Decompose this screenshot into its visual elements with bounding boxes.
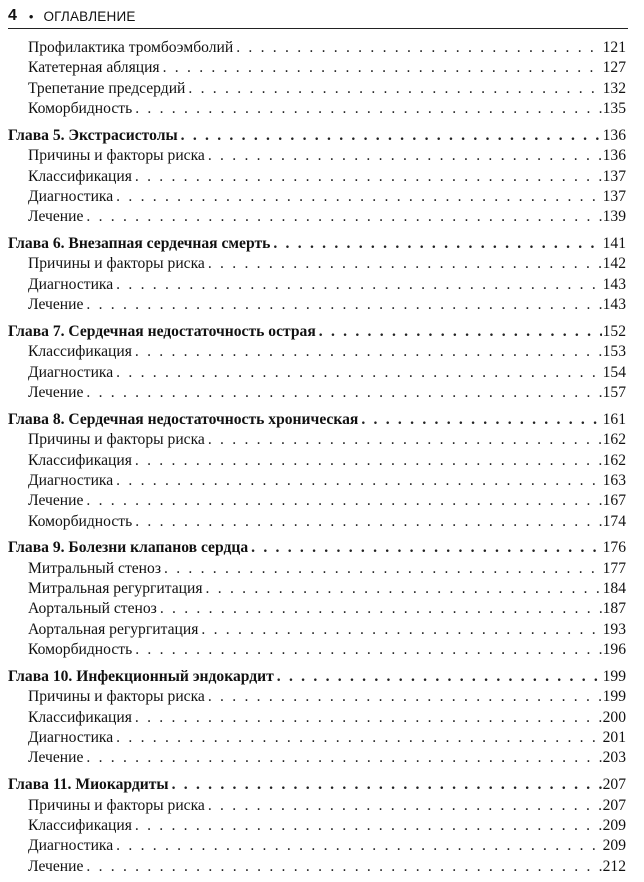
toc-entry-page: 163	[602, 471, 626, 489]
toc-entry-page: 177	[602, 559, 626, 577]
dot-leader	[208, 687, 602, 707]
toc-entry-label: Диагностика	[28, 471, 114, 489]
toc-entry-page: 139	[602, 208, 626, 226]
toc-section-entry[interactable]	[8, 38, 626, 58]
toc-entry-label: Лечение	[28, 296, 84, 314]
toc-entry-page: 174	[602, 512, 626, 530]
toc-section-entry[interactable]	[8, 146, 626, 166]
toc-section-entry[interactable]	[8, 857, 626, 877]
toc-entry-label: Причины и факторы риска	[28, 147, 205, 165]
dot-leader	[116, 187, 601, 207]
toc-entry-page: 209	[602, 816, 626, 834]
dot-leader	[86, 295, 601, 315]
toc-entry-page: 161	[602, 410, 626, 428]
toc-chapter-entry[interactable]	[8, 126, 626, 146]
header-rule	[8, 28, 628, 29]
toc-entry-page: 162	[602, 451, 626, 469]
running-header	[8, 4, 628, 28]
toc-section-entry[interactable]	[8, 620, 626, 640]
toc-entry-page: 127	[602, 59, 626, 77]
toc-section-entry[interactable]	[8, 383, 626, 403]
toc-entry-label: Лечение	[28, 857, 84, 875]
dot-leader	[172, 775, 602, 795]
toc-entry-label: Диагностика	[28, 187, 114, 205]
toc-entry-label: Глава 11. Миокардиты	[8, 776, 169, 794]
toc-entry-label: Трепетание предсердий	[28, 79, 186, 97]
toc-entry-label: Аортальный стеноз	[28, 600, 157, 618]
toc-chapter-entry[interactable]	[8, 667, 626, 687]
dot-leader	[251, 538, 601, 558]
header-title: ОГЛАВЛЕНИЕ	[43, 8, 136, 24]
toc-section-entry[interactable]	[8, 816, 626, 836]
dot-leader	[277, 667, 602, 687]
toc-chapter-entry[interactable]	[8, 410, 626, 430]
toc-entry-label: Причины и факторы риска	[28, 431, 205, 449]
toc-entry-label: Лечение	[28, 492, 84, 510]
toc-entry-label: Митральный стеноз	[28, 559, 161, 577]
toc-entry-label: Диагностика	[28, 837, 114, 855]
toc-entry-label: Классификация	[28, 167, 132, 185]
dot-leader	[236, 38, 601, 58]
dot-leader	[135, 512, 601, 532]
dot-leader	[273, 234, 601, 254]
toc-entry-page: 143	[602, 296, 626, 314]
dot-leader	[116, 836, 601, 856]
toc-section-entry[interactable]	[8, 559, 626, 579]
toc-section-entry[interactable]	[8, 687, 626, 707]
dot-leader	[181, 126, 602, 146]
toc-entry-label: Классификация	[28, 451, 132, 469]
toc-entry-page: 209	[602, 837, 626, 855]
toc-entry-label: Диагностика	[28, 363, 114, 381]
toc-section-entry[interactable]	[8, 579, 626, 599]
table-of-contents	[8, 38, 626, 877]
toc-entry-page: 142	[602, 255, 626, 273]
toc-entry-page: 143	[602, 275, 626, 293]
toc-section-entry[interactable]	[8, 471, 626, 491]
toc-section-entry[interactable]	[8, 512, 626, 532]
dot-leader	[135, 99, 601, 119]
dot-leader	[135, 640, 601, 660]
dot-leader	[86, 748, 601, 768]
header-bullet: •	[28, 8, 34, 24]
dot-leader	[116, 471, 601, 491]
toc-entry-page: 141	[602, 235, 626, 253]
toc-entry-label: Глава 10. Инфекционный эндокардит	[8, 667, 274, 685]
dot-leader	[86, 207, 601, 227]
toc-section-entry[interactable]	[8, 640, 626, 660]
dot-leader	[135, 816, 602, 836]
toc-entry-label: Глава 6. Внезапная сердечная смерть	[8, 235, 271, 253]
toc-section-entry[interactable]	[8, 58, 626, 78]
dot-leader	[135, 167, 602, 187]
toc-section-entry[interactable]	[8, 796, 626, 816]
toc-entry-page: 135	[602, 100, 626, 118]
toc-section-entry[interactable]	[8, 451, 626, 471]
dot-leader	[86, 491, 601, 511]
dot-leader	[116, 728, 601, 748]
toc-entry-page: 184	[602, 580, 626, 598]
dot-leader	[208, 430, 602, 450]
toc-entry-label: Лечение	[28, 208, 84, 226]
toc-entry-label: Митральная регургитация	[28, 580, 203, 598]
dot-leader	[163, 58, 602, 78]
toc-section-entry[interactable]	[8, 79, 626, 99]
toc-entry-label: Классификация	[28, 708, 132, 726]
toc-entry-label: Коморбидность	[28, 641, 133, 659]
toc-entry-page: 196	[602, 641, 626, 659]
toc-entry-page: 121	[602, 39, 626, 56]
toc-entry-label: Глава 8. Сердечная недостаточность хроническая	[8, 410, 359, 428]
toc-entry-label: Аортальная регургитация	[28, 620, 199, 638]
toc-section-entry[interactable]	[8, 187, 626, 207]
toc-entry-label: Глава 5. Экстрасистолы	[8, 126, 178, 144]
toc-entry-label: Причины и факторы риска	[28, 796, 205, 814]
toc-section-entry[interactable]	[8, 295, 626, 315]
toc-entry-label: Классификация	[28, 343, 132, 361]
dot-leader	[206, 579, 602, 599]
toc-entry-page: 207	[602, 796, 626, 814]
toc-entry-page: 201	[602, 729, 626, 746]
toc-entry-page: 187	[602, 600, 626, 618]
dot-leader	[116, 363, 601, 383]
dot-leader	[361, 410, 601, 430]
toc-entry-label: Глава 7. Сердечная недостаточность острая	[8, 322, 316, 340]
toc-entry-label: Катетерная абляция	[28, 59, 160, 77]
toc-entry-label: Глава 9. Болезни клапанов сердца	[8, 539, 249, 557]
dot-leader	[160, 599, 602, 619]
toc-entry-page: 137	[602, 167, 626, 185]
toc-section-entry[interactable]	[8, 167, 626, 187]
dot-leader	[319, 322, 602, 342]
dot-leader	[135, 451, 602, 471]
toc-entry-label: Диагностика	[28, 729, 114, 746]
toc-section-entry[interactable]	[8, 708, 626, 728]
dot-leader	[201, 620, 601, 640]
toc-entry-page: 152	[602, 322, 626, 340]
toc-section-entry[interactable]	[8, 430, 626, 450]
toc-entry-label: Лечение	[28, 749, 84, 767]
dot-leader	[188, 79, 601, 99]
dot-leader	[208, 146, 602, 166]
toc-section-entry[interactable]	[8, 748, 626, 768]
toc-entry-page: 193	[602, 620, 626, 638]
toc-entry-label: Лечение	[28, 384, 84, 401]
toc-entry-label: Профилактика тромбоэмболий	[28, 39, 234, 56]
toc-entry-label: Причины и факторы риска	[28, 255, 205, 273]
toc-entry-page: 136	[602, 147, 626, 165]
toc-section-entry[interactable]	[8, 599, 626, 619]
toc-entry-page: 207	[602, 776, 626, 794]
toc-entry-page: 212	[602, 857, 626, 875]
toc-entry-page: 137	[602, 187, 626, 205]
toc-entry-page: 132	[602, 79, 626, 97]
dot-leader	[86, 857, 601, 877]
toc-entry-page: 136	[602, 126, 626, 144]
toc-chapter-entry[interactable]	[8, 538, 626, 558]
toc-entry-page: 199	[602, 667, 626, 685]
dot-leader	[164, 559, 602, 579]
toc-entry-page: 199	[602, 688, 626, 706]
page-number: 4	[8, 7, 17, 24]
toc-section-entry[interactable]	[8, 836, 626, 856]
toc-chapter-entry[interactable]	[8, 775, 626, 795]
toc-section-entry[interactable]	[8, 363, 626, 383]
dot-leader	[208, 796, 602, 816]
toc-section-entry[interactable]	[8, 207, 626, 227]
dot-leader	[135, 342, 602, 362]
toc-entry-label: Классификация	[28, 816, 132, 834]
toc-entry-label: Диагностика	[28, 275, 114, 293]
toc-section-entry[interactable]	[8, 99, 626, 119]
toc-entry-page: 153	[602, 343, 626, 361]
toc-entry-page: 203	[602, 749, 626, 767]
dot-leader	[208, 254, 602, 274]
toc-entry-label: Причины и факторы риска	[28, 688, 205, 706]
toc-section-entry[interactable]	[8, 342, 626, 362]
toc-entry-label: Коморбидность	[28, 512, 133, 530]
toc-entry-page: 176	[602, 539, 626, 557]
toc-section-entry[interactable]	[8, 254, 626, 274]
toc-section-entry[interactable]	[8, 491, 626, 511]
toc-entry-page: 157	[602, 384, 626, 401]
toc-entry-label: Коморбидность	[28, 100, 133, 118]
toc-section-entry[interactable]	[8, 275, 626, 295]
toc-section-entry[interactable]	[8, 728, 626, 748]
toc-chapter-entry[interactable]	[8, 234, 626, 254]
dot-leader	[135, 708, 602, 728]
toc-entry-page: 162	[602, 431, 626, 449]
dot-leader	[86, 383, 601, 403]
dot-leader	[116, 275, 601, 295]
toc-entry-page: 154	[602, 363, 626, 381]
toc-chapter-entry[interactable]	[8, 322, 626, 342]
toc-entry-page: 200	[602, 708, 626, 726]
toc-entry-page: 167	[602, 492, 626, 510]
